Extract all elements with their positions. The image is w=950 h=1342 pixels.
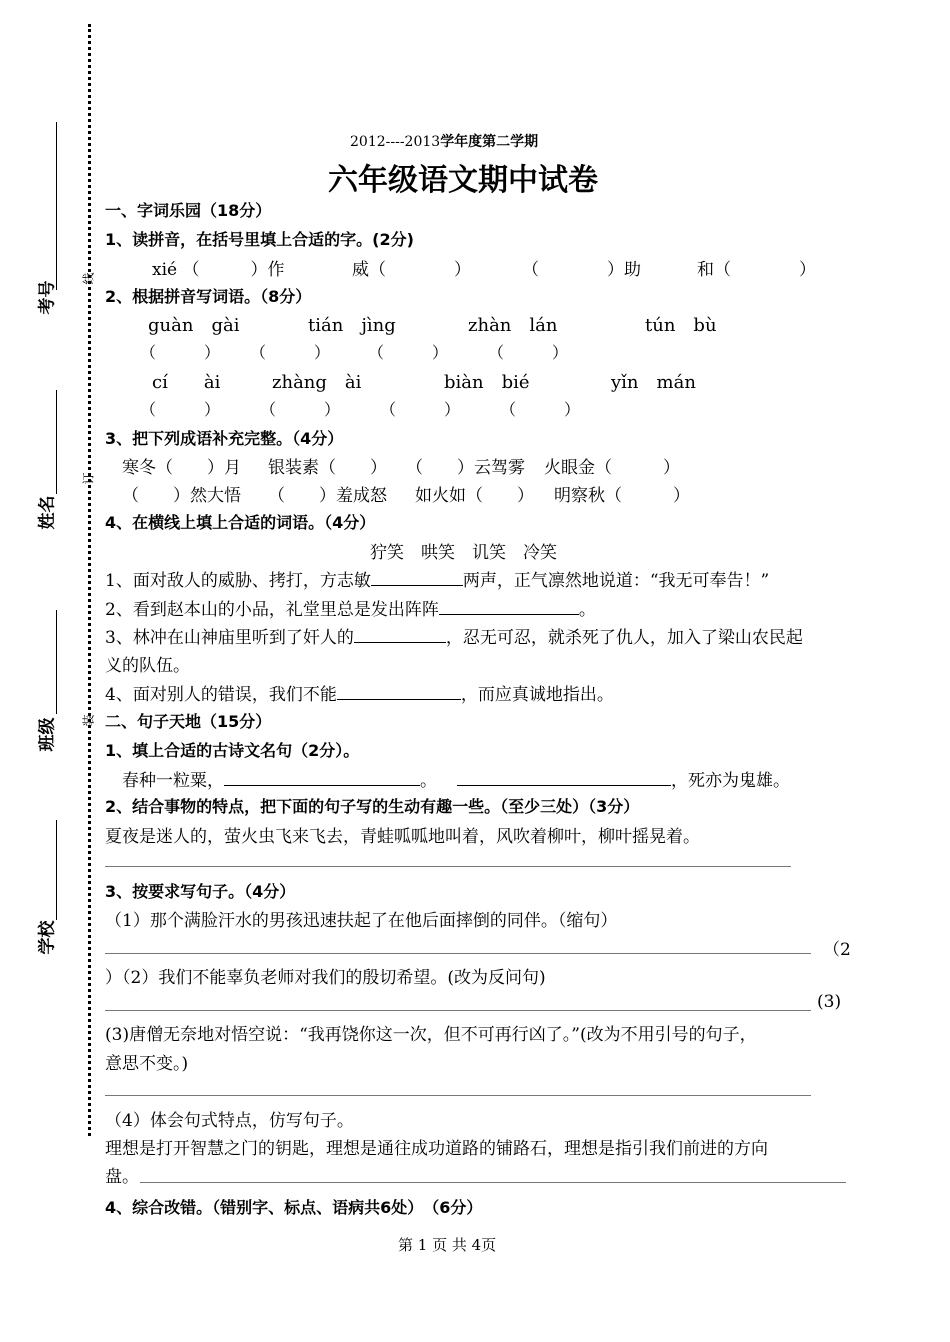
rewrite-3-number: (3) (817, 992, 842, 1012)
rewrite-2-number: （2 (823, 940, 851, 960)
idiom-7: 如火如（ ） (415, 486, 534, 506)
answer-line (105, 1095, 811, 1096)
binding-mark-bind: 装 (81, 714, 96, 727)
name-line (56, 390, 57, 494)
name-label: 姓名 (37, 495, 58, 530)
idiom-4: 火眼金（ ） (544, 458, 680, 478)
rewrite-3: (3)唐僧无奈地对悟空说：“我再饶你这一次，但不可再行凶了。”(改为不用引号的句子， (105, 1025, 757, 1045)
p2-q3-title: 3、按要求写句子。（4分） (105, 882, 296, 901)
class-label: 班级 (37, 717, 58, 752)
answer-line (140, 1182, 846, 1183)
poem-line: 春种一粒粟， 。 ，死亦为鬼雄。 (122, 771, 790, 791)
word-bank: 狞笑 哄笑 讥笑 冷笑 (370, 543, 557, 563)
pinyin-7: biàn bié (444, 372, 530, 393)
idiom-8: 明察秋（ ） (554, 486, 690, 506)
exam-number-label: 考号 (37, 280, 58, 315)
school-line (56, 820, 57, 920)
q3-title: 3、把下列成语补充完整。（4分） (105, 429, 344, 448)
idiom-1: 寒冬（ ）月 (122, 458, 241, 478)
q1-item-1: xié （ ）作 (152, 260, 285, 280)
binding-dotted-line (88, 24, 91, 1136)
answer-paren: （ ） (140, 343, 221, 362)
pinyin-5: cí ài (152, 372, 221, 393)
fill-sentence-2: 2、看到赵本山的小品，礼堂里总是发出阵阵 。 (105, 600, 596, 620)
rewrite-2: ）（2）我们不能辜负老师对我们的殷切希望。(改为反问句) (105, 968, 546, 988)
fill-sentence-1: 1、面对敌人的威胁、拷打，方志敏 两声，正气凛然地说道：“我无可奉告！” (105, 571, 770, 591)
binding-mark-staple: 订 (81, 472, 96, 485)
school-year: 2012----2013学年度第二学期 (350, 134, 539, 150)
pinyin-1: guàn gài (148, 315, 240, 336)
idiom-2: 银装素（ ） (268, 458, 387, 478)
idiom-6: （ ）羞成怒 (268, 486, 387, 506)
binding-mark-line: 线 (81, 272, 96, 285)
answer-paren: （ ） (260, 400, 341, 419)
answer-line (105, 953, 811, 954)
answer-paren: （ ） (380, 400, 461, 419)
imitate-title: （4）体会句式特点，仿写句子。 (105, 1111, 354, 1131)
idiom-5: （ ）然大悟 (122, 486, 241, 506)
page-number: 第 1 页 共 4页 (398, 1236, 497, 1254)
pinyin-8: yǐn mán (611, 372, 696, 393)
p2-q2-text: 夏夜是迷人的，萤火虫飞来飞去，青蛙呱呱地叫着，风吹着柳叶，柳叶摇晃着。 (105, 827, 700, 847)
exam-number-line (56, 122, 57, 290)
idiom-3: （ ）云驾雾 (406, 458, 525, 478)
page-title: 六年级语文期中试卷 (328, 163, 598, 198)
q1-item-4: 和（ ） (697, 260, 816, 280)
fill-sentence-3: 3、林冲在山神庙里听到了奸人的 ，忍无可忍，就杀死了仇人，加入了梁山农民起 (105, 628, 803, 648)
pinyin-6: zhàng ài (272, 372, 362, 393)
pinyin-4: tún bù (645, 315, 717, 336)
part1-title: 一、字词乐园（18分） (105, 201, 272, 220)
answer-line (105, 866, 791, 867)
answer-paren: （ ） (250, 343, 331, 362)
answer-paren: （ ） (368, 343, 449, 362)
class-line (56, 610, 57, 714)
rewrite-1: （1）那个满脸汗水的男孩迅速扶起了在他后面摔倒的同伴。（缩句） (105, 911, 618, 931)
imitate-text: 理想是打开智慧之门的钥匙，理想是通往成功道路的铺路石，理想是指引我们前进的方向 (105, 1139, 768, 1159)
imitate-text-cont: 盘。 (105, 1167, 139, 1187)
fill-sentence-3-cont: 义的队伍。 (105, 656, 190, 676)
q4-title: 4、在横线上填上合适的词语。（4分） (105, 513, 376, 532)
rewrite-3-cont: 意思不变。) (105, 1054, 189, 1074)
answer-paren: （ ） (140, 400, 221, 419)
answer-line (105, 1010, 811, 1011)
q1-item-2: 威（ ） (352, 260, 471, 280)
q1-item-3: （ ）助 (522, 260, 641, 280)
part2-title: 二、句子天地（15分） (105, 712, 272, 731)
p2-q4-title: 4、综合改错。（错别字、标点、语病共6处） （6分） (105, 1198, 483, 1217)
q1-title: 1、读拼音，在括号里填上合适的字。(2分) (105, 230, 414, 249)
pinyin-3: zhàn lán (468, 315, 558, 336)
q2-title: 2、根据拼音写词语。（8分） (105, 287, 312, 306)
answer-paren: （ ） (500, 400, 581, 419)
pinyin-2: tián jìng (308, 315, 396, 336)
fill-sentence-4: 4、面对别人的错误，我们不能 ，而应真诚地指出。 (105, 685, 614, 705)
p2-q1-title: 1、填上合适的古诗文名句（2分）。 (105, 741, 360, 760)
school-label: 学校 (37, 920, 58, 955)
p2-q2-title: 2、结合事物的特点，把下面的句子写的生动有趣一些。（至少三处）（3分） (105, 797, 640, 816)
answer-paren: （ ） (488, 343, 569, 362)
